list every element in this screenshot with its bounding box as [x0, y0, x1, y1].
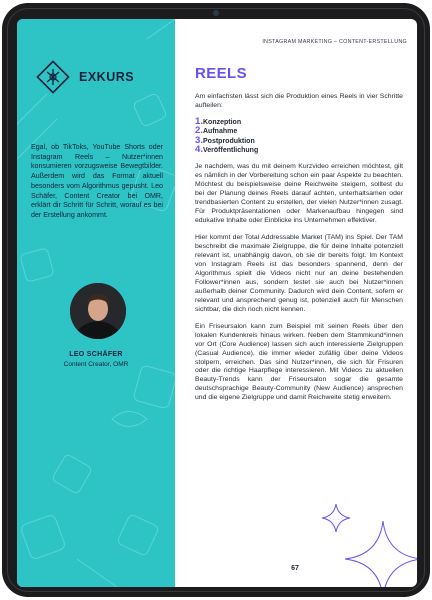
camera-icon	[213, 10, 219, 16]
intro-paragraph: Am einfachsten lässt sich die Produktion eines Reels in vier Schritte aufteilen:	[195, 93, 403, 109]
step-label: Postproduktion	[203, 137, 255, 145]
sparkle-icon	[343, 519, 417, 587]
main-column	[175, 19, 417, 587]
step-label: Aufnahme	[203, 128, 238, 136]
author-name: LEO SCHÄFER	[69, 351, 123, 358]
author-portrait-icon	[70, 283, 126, 339]
author-avatar	[70, 283, 126, 339]
article-body	[195, 93, 403, 411]
exkurs-header	[35, 59, 134, 95]
page-screen	[17, 19, 417, 587]
step-list	[195, 115, 403, 156]
exkurs-logo-icon	[35, 59, 71, 95]
list-item	[195, 115, 403, 127]
body-paragraph: Hier kommt der Total Addressable Market (TAM) ins Spiel. Der TAM beschreibt die maximale Zielgruppe, die für deine Inhalte potenziell relevant ist, unabhängig davon, ob sie dir bereits folgt. Im Kontext von Instagram Reels ist das besonders spannend, denn der Algorithmus spielt die Videos nicht nur an deine bestehenden Follower*innen aus, sondern testet sie auch bei Nutzer*innen außerhalb deiner Community. Dadurch wird dein Content, sofern er relevant und ansprechend genug ist, potenziell auch für Menschen sichtbar, die dich noch nicht kennen.	[195, 234, 403, 313]
exkurs-sidebar	[17, 19, 175, 587]
exkurs-label: EXKURS	[79, 70, 135, 84]
step-label: Veröffentlichung	[203, 147, 259, 155]
step-number: 2.	[195, 125, 204, 137]
step-number: 4.	[195, 144, 204, 156]
author-role: Content Creator, OMR	[63, 361, 129, 368]
step-label: Konzeption	[203, 118, 242, 126]
body-paragraph: Ein Friseursalon kann zum Beispiel mit seinen Reels über den lokalen Kundenkreis hinaus wirken. Neben dem Stammkund*innen vor Ort (Core Audience) lassen sich auch interessierte Zielgruppen (Casual Audience), die immer wieder zufällig über deine Videos stolpern, erreichen. Das sind Nutzer*innen, die sich für Frisuren oder die richtige Haarpflege interessieren. Mit Videos zu aktuellen Beauty-Trends kann der Friseursalon sogar die gesamte deutschsprachige Beauty-Community (New Audience) ansprechen und die eigene Zielgruppe und damit Reichweite stetig erweitern.	[195, 322, 403, 402]
body-paragraph: Je nachdem, was du mit deinem Kurzvideo erreichen möchtest, gilt es nämlich in der Vorbereitung schon ein paar Aspekte zu beachten. Möchtest du beispielsweise deine Reichweite steigern, solltest du bei der Planung deines Reels darauf achten, unterhaltsamen oder trendbasierten Content zu erstellen, der vielen Nutzer*innen zusagt. Für Produktpräsentationen oder Markenaufbau hingegen sind edukative Inhalte oder Einblicke ins Unternehmen effektiver.	[195, 163, 403, 225]
section-title: REELS	[195, 65, 248, 82]
step-number: 3.	[195, 134, 204, 146]
tablet-frame	[2, 3, 430, 597]
list-item	[195, 146, 403, 155]
exkurs-text: Egal, ob TikToks, YouTube Shorts oder Instagram Reels – Nutzer*innen konsumieren vorzugsweise Bewegtbilder. Außerdem wird das Format aktuell besonders vom Algorithmus gepusht. Leo Schäfer, Content Creator bei OMR, erklärt dir Schritt für Schritt, worauf es bei der Erstellung ankommt.	[31, 143, 163, 219]
page-number: 67	[291, 565, 299, 572]
running-head: INSTAGRAM MARKETING – CONTENT-ERSTELLUNG	[262, 39, 407, 45]
list-item	[195, 127, 403, 136]
step-number: 1.	[195, 115, 204, 127]
list-item	[195, 134, 403, 146]
